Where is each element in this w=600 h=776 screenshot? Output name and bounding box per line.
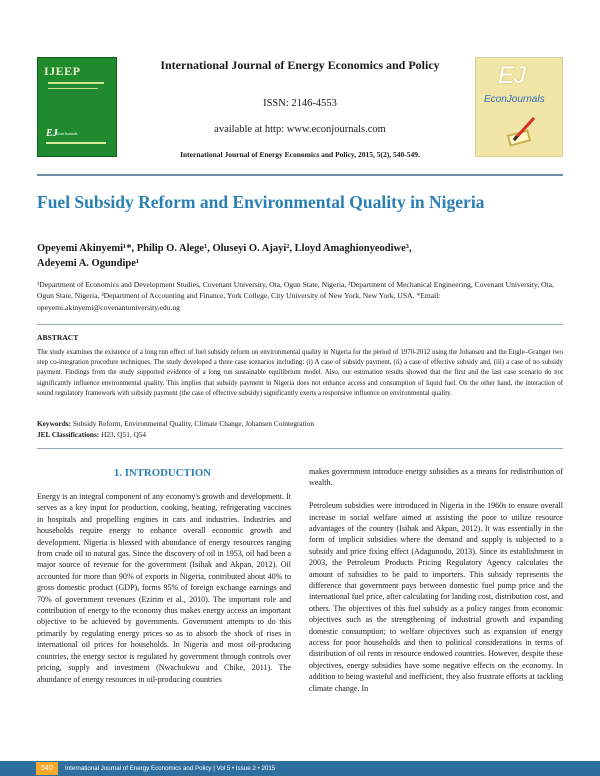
jel-classifications: [37, 430, 563, 440]
body-column-left: [37, 491, 291, 685]
section-heading: 1. INTRODUCTION: [113, 467, 212, 479]
authors-line: Opeyemi Akinyemi¹*, Philip O. Alege¹, Oluseyi O. Ajayi², Lloyd Amaghionyeodiwe³,: [37, 243, 412, 254]
cover-decoration: [48, 88, 98, 89]
econjournals-logo: [475, 57, 563, 157]
header-divider: [37, 174, 563, 176]
cover-decoration: [46, 142, 106, 144]
abstract-heading: ABSTRACT: [37, 333, 79, 342]
abstract-text: The study examines the existence of a long run effect of fuel subsidy reform on environmental quality in Nigeria for the period of 1970-2012 using the Johansen and the Engle–Granger two step co-integration procedure techniques. The study developed a three case scenarios including: (i) A case of subsidy payment, (ii) a case of effective subsidy and, (iii) a case of no subsidy payment. Findings from the study supported evidence of a long run sustainable equilibrium model. Also, our estimation results showed that the first and the last case scenario do not significantly influence environmental quality. This implies that subsidy payment in Nigeria does not enhance access and consumption of liquid fuel. On the other hand, the interaction of sound regulatory framework with subsidy payment (the case of effective subsidy) significantly exerts a responsive influence on environmental quality.: [37, 349, 563, 397]
cover-logo: EJ: [46, 128, 58, 139]
keywords: [37, 419, 563, 429]
paragraph: Petroleum subsidies were introduced in Nigeria in the 1960s to ensure overall increase in social welfare aimed at assisting the poor to utilize resource advantages of the country (Isihak and Akpan, 2012). It was essentially in the form of implicit subsidies where the demand and supply is subjected to a subsidy and price fixing effect (Adagunodo, 2013). Since its establishment in 2003, the Petroleum Products Pricing Regulatory Agency calculates the amount of subsidies to be paid to importers. This subsidy represents the difference that government pays between domestic fuel pump price and the international fuel price, after calculating for landing cost, distribution cost, and others. The objectives of this fuel subsidy as a policy ranges from economic objectives such as the strengthening of industrial growth and expanding domestic consumption; to welfare objectives such as expansion of energy access for poor households and then to political considerations in terms of distribution of oil rents in resource endowed countries. However, despite these objectives, energy subsidies have some negative effects on the economy. In addition to being wasteful and inefficient, they also frustrate efforts at tackling climate change. In: [309, 501, 563, 693]
paragraph: Energy is an integral component of any economy's growth and development. It serves as a key input for production, cooking, heating, refrigerating vaccines in hospitals and propelling engines in cars and industries. Industries and households require energy to enhance overall economic growth and development. Nigeria is blessed with abundance of energy resources ranging from crude oil to natural gas. Since the discovery of oil in 1953, oil had been a major source of revenue for the government (Isihak and Akpan, 2012). Oil accounted for more than 90% of exports in Nigeria, contributed about 40% to gross domestic product (GDP), forms 95% of foreign exchange earnings and 70% of government revenues (Ezirim et al., 2010). The important role and contribution of energy to the economy thus makes energy access an important objective to be achieved by governments. Government attempts to do this primarily by regulating energy prices so as to absorb the shock of rises in international oil prices for households. In Nigeria and most oil-producing countries, the energy sector is regulated by government through controls over pricing, supply and investment (Nwachukwu and Chike, 2011). The abundance of energy resources in oil-producing countries: [37, 492, 291, 684]
availability-link[interactable]: available at http: www.econjournals.com: [214, 124, 386, 135]
paragraph: makes government introduce energy subsidies as a means for redistribution of wealth.: [309, 467, 563, 488]
body-column-right: [309, 466, 563, 694]
body-divider: [37, 448, 563, 449]
jel-label: JEL Classifications:: [37, 430, 100, 439]
jel-value: H23, Q51, Q54: [101, 430, 147, 439]
cover-logo-sub: EconJournals: [56, 131, 78, 136]
page-number: 540: [36, 762, 58, 775]
paragraph-gap: [309, 489, 563, 500]
paper-title: Fuel Subsidy Reform and Environmental Quality in Nigeria: [37, 192, 485, 212]
pencil-book-icon: [504, 114, 538, 148]
footer-text: International Journal of Energy Economics and Policy | Vol 5 • Issue 2 • 2015: [65, 765, 276, 772]
authors-line: Adeyemi A. Ogundipe¹: [37, 258, 140, 269]
cover-decoration: [48, 82, 104, 84]
page-footer: [0, 761, 600, 776]
journal-title: International Journal of Energy Economics and Policy: [160, 58, 440, 72]
issn: ISSN: 2146-4553: [263, 98, 337, 109]
cover-title: IJEEP: [44, 64, 81, 78]
logo-ej: EJ: [498, 62, 527, 89]
author-list: [37, 241, 563, 271]
journal-cover-image: [37, 57, 117, 157]
affiliations: ¹Department of Economics and Development Studies, Covenant University, Ota, Ogun State, Nigeria, ²Department of Mechanical Engineering, Covenant University, Ota, Ogun State, Nigeria, ³Department of Accounting and Finance, York College, City University of New York, New York, USA. *Email: opeyemi.akinyemi@covenantuniversity.edu.ng: [37, 280, 554, 312]
keywords-value: Subsidy Reform, Environmental Quality, Climate Change, Johansen Cointegration: [72, 419, 314, 428]
keywords-label: Keywords:: [37, 419, 72, 428]
citation: International Journal of Energy Economics and Policy, 2015, 5(2), 540-549.: [180, 150, 420, 159]
abstract-divider: [37, 324, 563, 325]
logo-name: EconJournals: [484, 94, 545, 105]
